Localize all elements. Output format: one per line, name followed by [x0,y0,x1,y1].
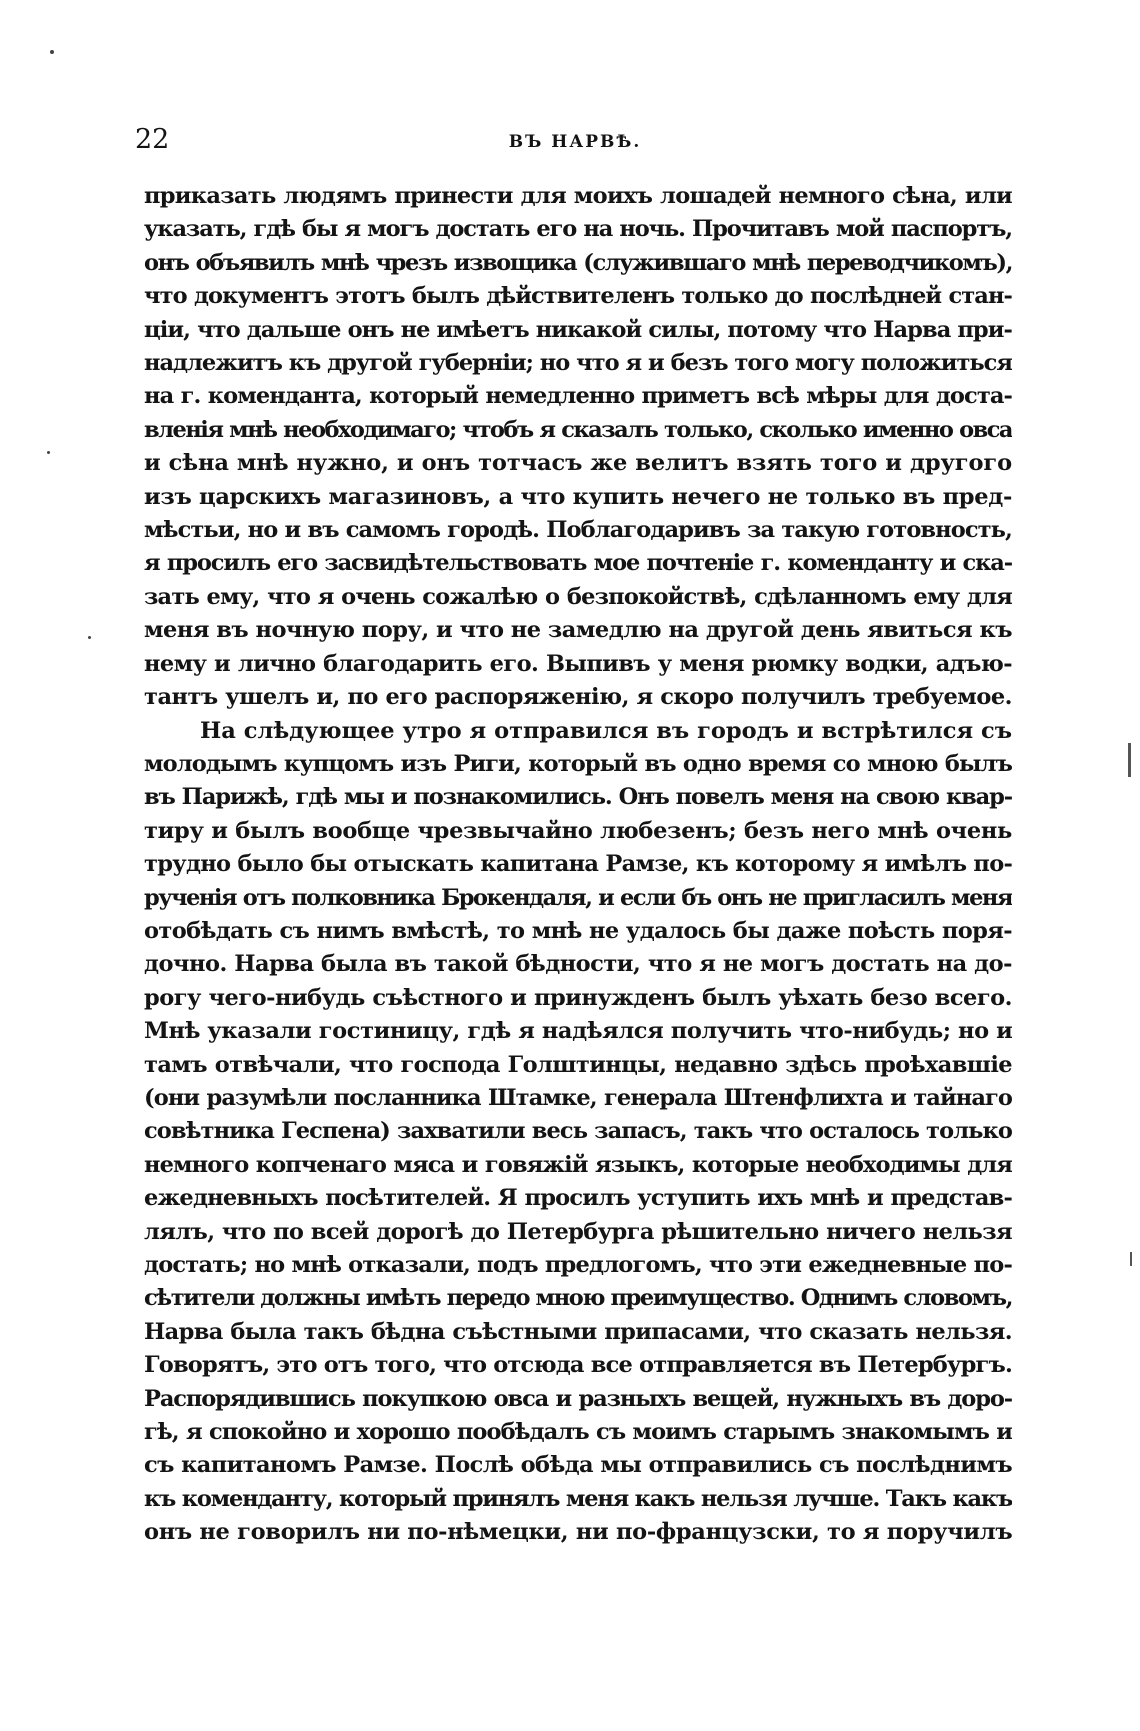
text-line: тантъ ушелъ и, по его распоряженію, я скоро получилъ требуемое. [144,684,1012,711]
text-line: трудно было бы отыскать капитана Рамзе, къ которому я имѣлъ по- [144,851,1012,878]
page-header [135,124,1015,164]
text-line: совѣтника Геспена) захватили весь запасъ, такъ что осталось только [144,1118,1012,1145]
text-line: что документъ этотъ былъ дѣйствителенъ только до послѣдней стан- [144,283,1012,310]
text-line: дочно. Нарва была въ такой бѣдности, что я не могъ достать на до- [144,951,1012,978]
text-line: тамъ отвѣчали, что господа Голштинцы, недавно здѣсь проѣхавшіе [144,1051,1012,1078]
text-line: тиру и былъ вообще чрезвычайно любезенъ; безъ него мнѣ очень [144,817,1012,844]
page-number: 22 [135,124,170,155]
text-line: достать; но мнѣ отказали, подъ предлогомъ, что эти ежедневные по- [144,1252,1012,1278]
body-text [144,180,1012,1550]
text-line: (они разумѣли посланника Штамке, генерала Штенфлихта и тайнаго [144,1084,1012,1111]
text-line: на г. коменданта, который немедленно приметъ всѣ мѣры для доста- [144,383,1012,410]
text-line: Говорятъ, это отъ того, что отсюда все отправляется въ Петербургъ. [144,1352,1012,1379]
text-line: рученія отъ полковника Брокендаля, и если бъ онъ не пригласилъ меня [144,884,1012,911]
text-line: отобѣдать съ нимъ вмѣстѣ, то мнѣ не удалось бы даже поѣсть поря- [144,917,1012,944]
scan-speck [50,50,54,54]
text-line: къ коменданту, который принялъ меня какъ нельзя лучше. Такъ какъ [144,1485,1012,1512]
margin-mark [1128,743,1131,777]
text-line: мѣстьи, но и въ самомъ городѣ. Поблагодаривъ за такую готовность, [144,517,1012,544]
text-line: вленія мнѣ необходимаго; чтобъ я сказалъ только, сколько именно овса [144,416,1012,443]
text-line: онъ объявилъ мнѣ чрезъ извощика (служившаго мнѣ переводчикомъ), [144,249,1012,276]
text-line: ежедневныхъ посѣтителей. Я просилъ уступить ихъ мнѣ и представ- [144,1185,1012,1212]
text-line: онъ не говорилъ ни по-нѣмецки, ни по-французски, то я поручилъ [144,1519,1012,1546]
text-line: въ Парижѣ, гдѣ мы и познакомились. Онъ повелъ меня на свою квар- [144,784,1012,811]
text-line: надлежитъ къ другой губерніи; но что я и безъ того могу положиться [144,350,1012,377]
text-line: ціи, что дальше онъ не имѣетъ никакой силы, потому что Нарва при- [144,316,1012,343]
text-line: Мнѣ указали гостиницу, гдѣ я надѣялся получить что-нибудь; но и [144,1018,1012,1045]
text-line: изъ царскихъ магазиновъ, а что купить нечего не только въ пред- [144,483,1012,510]
text-line: немного копченаго мяса и говяжій языкъ, которые необходимы для [144,1151,1012,1178]
text-line: молодымъ купцомъ изъ Риги, который въ одно время со мною былъ [144,750,1012,777]
text-line: Нарва была такъ бѣдна съѣстными припасами, что сказать нельзя. [144,1318,1012,1345]
text-line: меня въ ночную пору, и что не замедлю на другой день явиться къ [144,617,1012,644]
margin-mark [1130,1252,1132,1266]
text-line: съ капитаномъ Рамзе. Послѣ обѣда мы отправились съ послѣднимъ [144,1452,1012,1479]
text-line: и сѣна мнѣ нужно, и онъ тотчасъ же велитъ взять того и другого [144,450,1012,477]
scan-speck [88,636,91,639]
text-line: я просилъ его засвидѣтельствовать мое почтеніе г. коменданту и ска- [144,550,1012,577]
running-title: ВЪ НАРВѢ. [508,132,642,152]
scan-speck [47,451,50,454]
text-line: лялъ, что по всей дорогѣ до Петербурга рѣшительно ничего нельзя [144,1218,1012,1245]
text-line: На слѣдующее утро я отправился въ городъ и встрѣтился съ [200,717,1012,744]
text-line: Распорядившись покупкою овса и разныхъ вещей, нужныхъ въ доро- [144,1385,1012,1412]
text-line: приказать людямъ принести для моихъ лошадей немного сѣна, или [144,183,1012,209]
text-line: сѣтители должны имѣть передо мною преимущество. Однимъ словомъ, [144,1285,1012,1312]
text-line: нему и лично благодарить его. Выпивъ у меня рюмку водки, адъю- [144,650,1012,677]
text-line: гѣ, я спокойно и хорошо пообѣдалъ съ моимъ старымъ знакомымъ и [144,1419,1012,1446]
text-line: зать ему, что я очень сожалѣю о безпокойствѣ, сдѣланномъ ему для [144,583,1012,610]
text-line: указать, гдѣ бы я могъ достать его на ночь. Прочитавъ мой паспортъ, [144,216,1012,243]
text-line: рогу чего-нибудь съѣстного и принужденъ былъ уѣхать безо всего. [144,984,1012,1011]
